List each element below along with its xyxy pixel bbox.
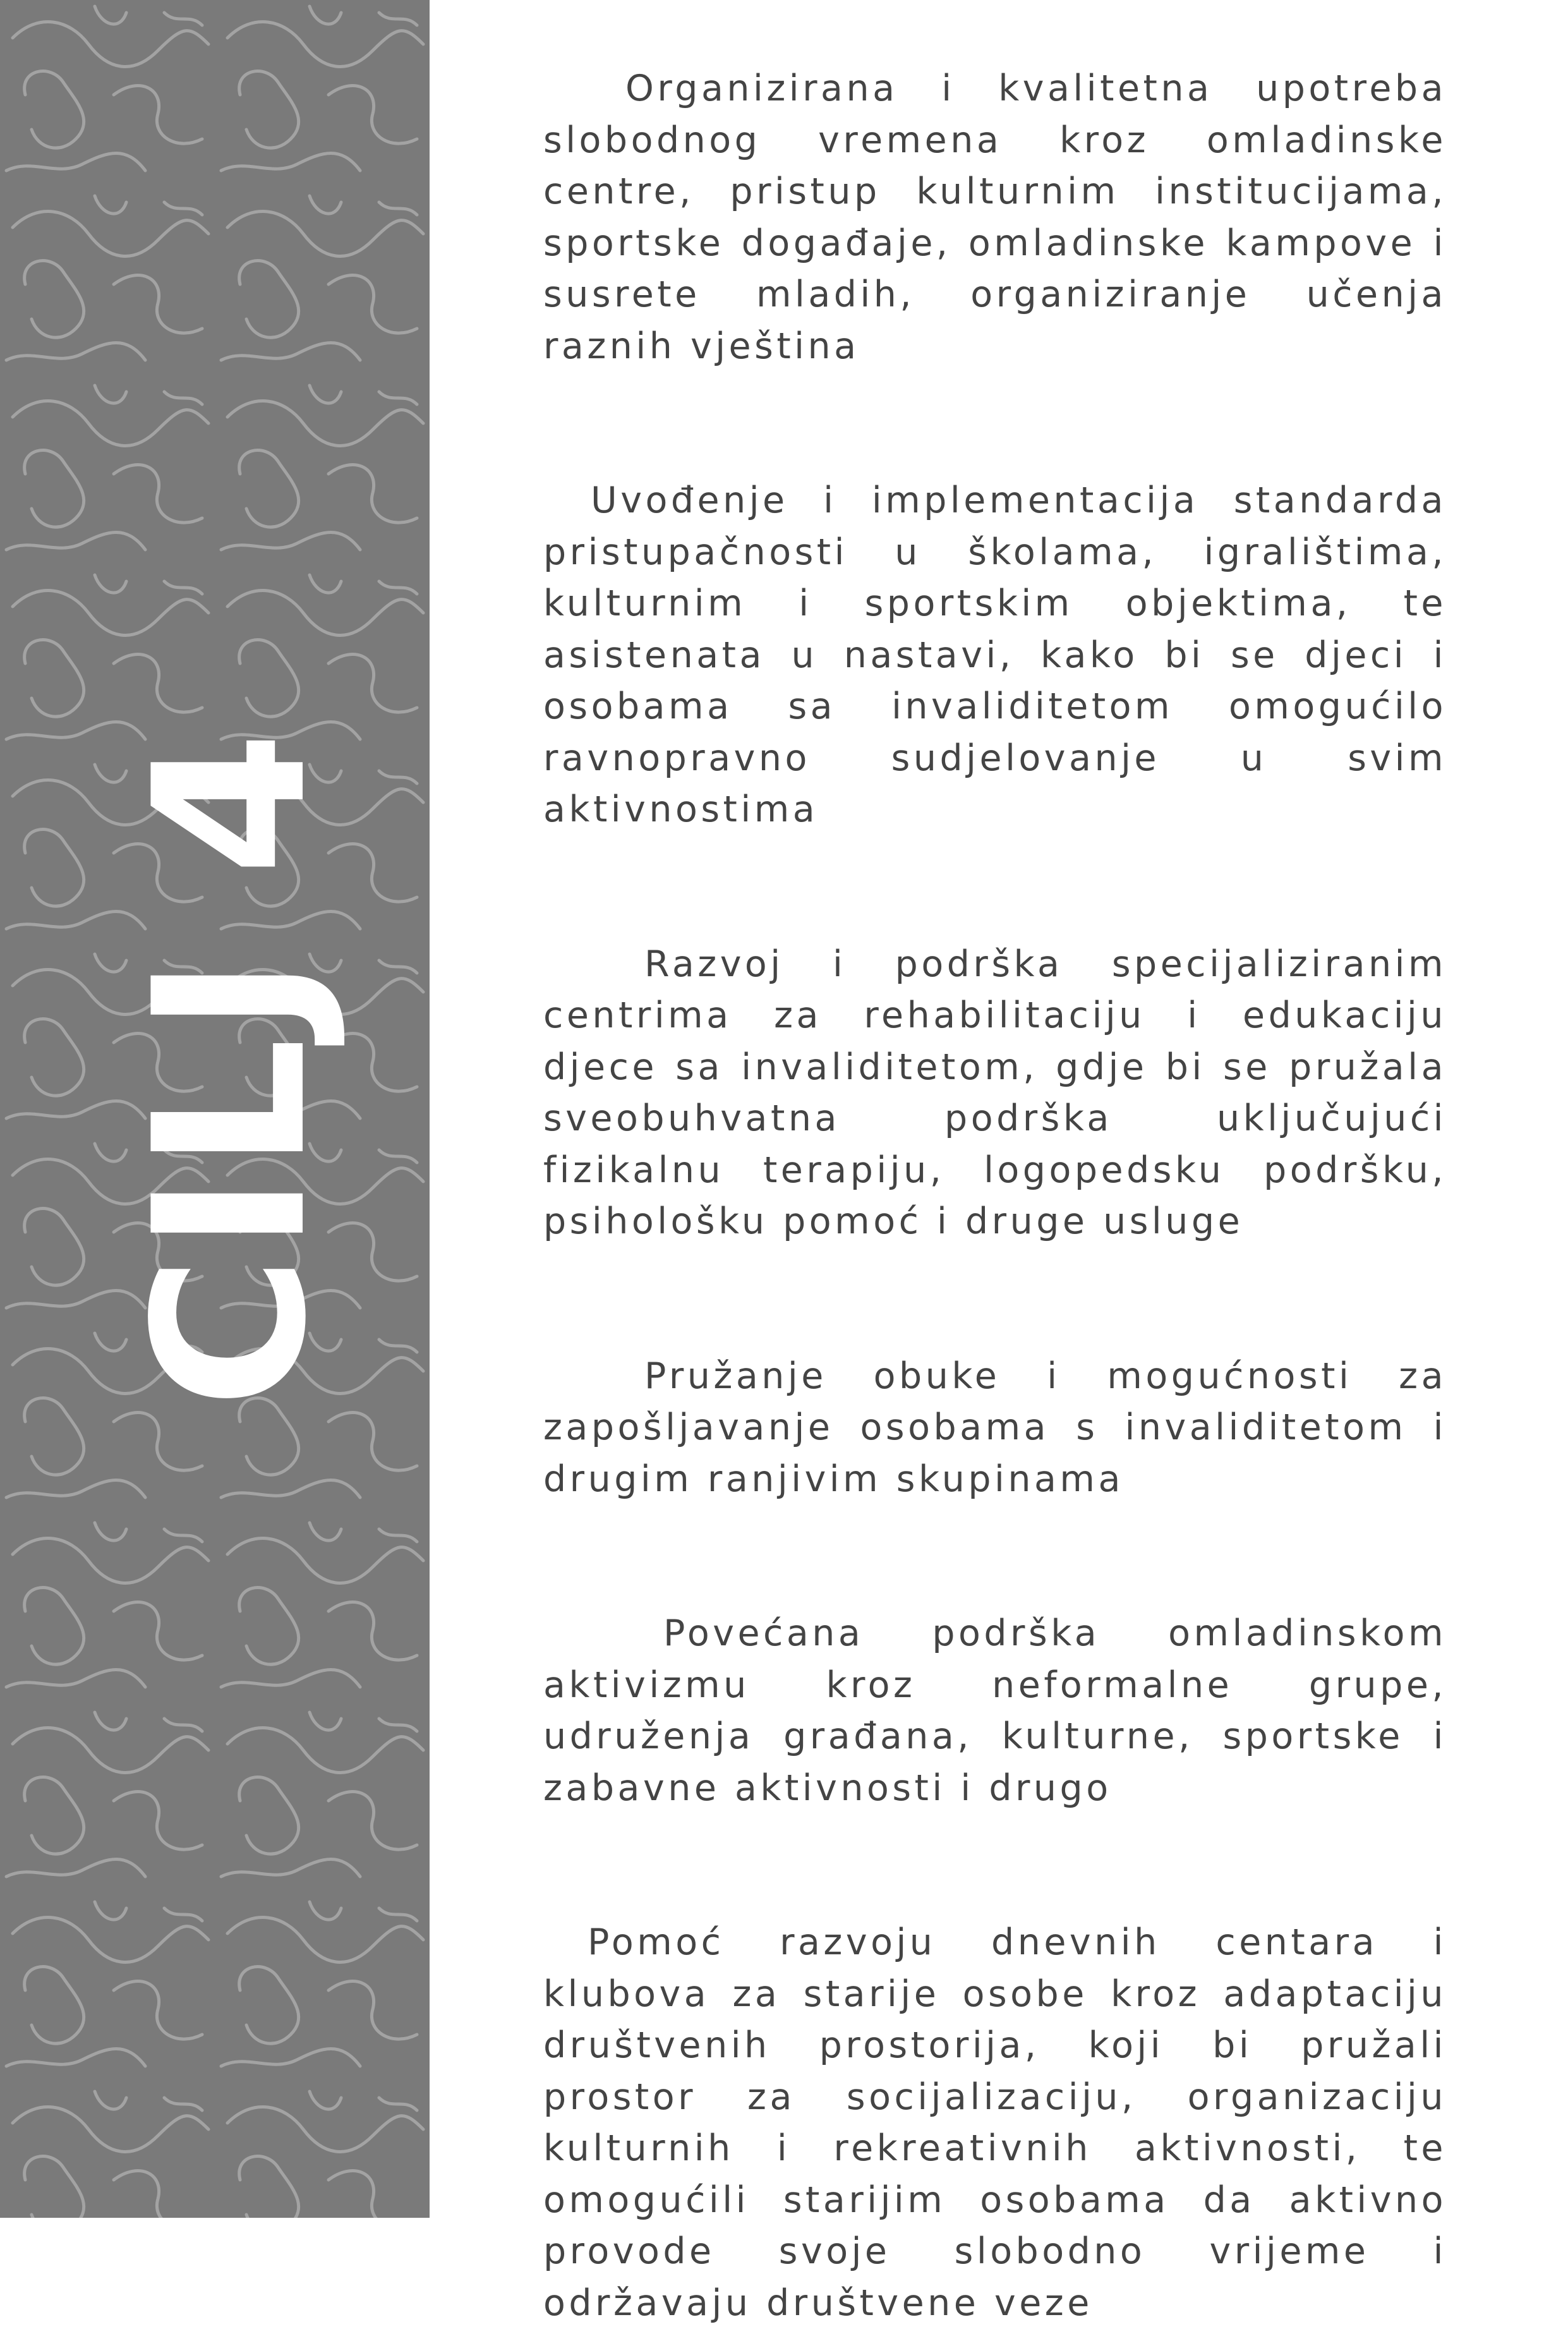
- paragraph: Povećana podrška omladinskom aktivizmu kroz neformalne grupe, udruženja građana, kulturne, sportske i zabavne aktivnosti i drugo: [543, 1612, 1447, 1809]
- paragraph: Pomoć razvoju dnevnih centara i klubova za starije osobe kroz adaptaciju društvenih prostorija, koji bi pružali prostor za socijalizaciju, organizaciju kulturnih i rekreativnih aktivnosti, te omogućili starijim osobama da aktivno provode svoje slobodno vrijeme i održavaju društvene veze: [543, 1921, 1447, 2324]
- decorative-sidebar: [0, 0, 430, 2218]
- goals-text: [543, 63, 1447, 2329]
- section-title: CILJ 4: [109, 727, 352, 1409]
- paragraph: Razvoj i podrška specijaliziranim centrima za rehabilitaciju i edukaciju djece sa invaliditetom, gdje bi se pružala sveobuhvatna podrška uključujući fizikalnu terapiju, logopedsku podršku, psihološku pomoć i druge usluge: [543, 943, 1447, 1242]
- paragraph: Pružanje obuke i mogućnosti za zapošljavanje osobama s invaliditetom i drugim ranjivim skupinama: [543, 1355, 1447, 1500]
- paragraph: Uvođenje i implementacija standarda pristupačnosti u školama, igralištima, kulturnim i sportskim objektima, te asistenata u nastavi, kako bi se djeci i osobama sa invaliditetom omogućilo ravnopravno sudjelovanje u svim aktivnostima: [543, 480, 1447, 830]
- paragraph: Organizirana i kvalitetna upotreba slobodnog vremena kroz omladinske centre, pristup kulturnim institucijama, sportske događaje, omladinske kampove i susrete mladih, organiziranje učenja raznih vještina: [543, 68, 1447, 367]
